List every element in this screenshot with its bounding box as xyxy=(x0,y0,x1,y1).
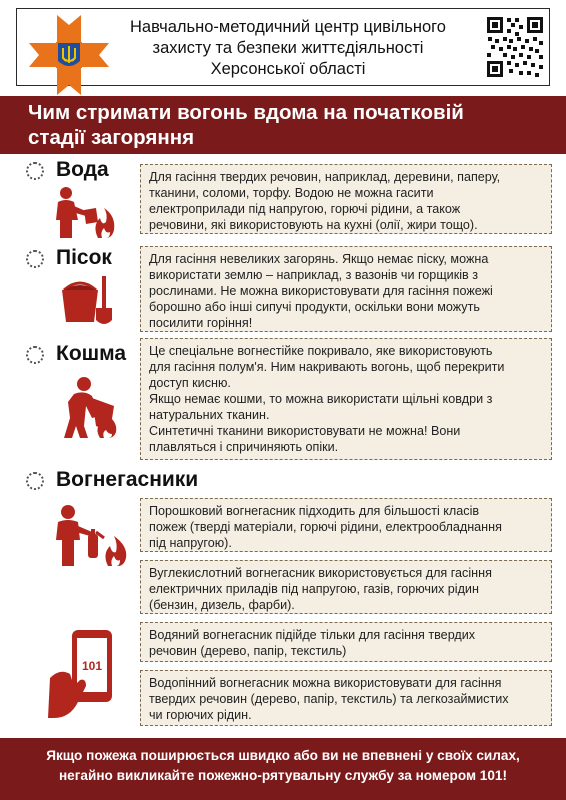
info-line: Це спеціальне вогнестійке покривало, яке використовують xyxy=(149,344,493,358)
dsns-emblem-icon xyxy=(19,11,119,105)
qr-code-icon[interactable] xyxy=(485,15,545,79)
info-line: для гасіння полум'я. Ним накривають вогонь, щоб перекрити xyxy=(149,360,505,374)
info-box-koshma xyxy=(140,338,552,460)
footer-line: негайно викликайте пожежно-рятувальну службу за номером 101! xyxy=(58,768,508,783)
sand-bucket-shovel-icon xyxy=(58,272,116,328)
info-box-co2-extinguisher xyxy=(140,560,552,614)
org-title xyxy=(123,17,453,80)
info-line: Вуглекислотний вогнегасник використовується для гасіння xyxy=(149,566,492,580)
info-line: речовини, які використовують на кухні (олії, жири тощо). xyxy=(149,218,478,232)
info-line: речовин (дерево, папір, текстиль) xyxy=(149,644,347,658)
info-box-sand xyxy=(140,246,552,332)
info-line: натуральних тканин. xyxy=(149,408,270,422)
footer-warning xyxy=(0,738,566,800)
info-line: використати землю – наприклад, з вазонів чи горщиків з xyxy=(149,268,478,282)
page-title xyxy=(0,96,566,154)
info-line: Синтетичні тканини використовувати не можна! Вони xyxy=(149,424,461,438)
info-line: пожеж (тверді матеріали, горючі рідини, електрообладнання xyxy=(149,520,502,534)
info-line: Водяний вогнегасник підійде тільки для гасіння твердих xyxy=(149,628,476,642)
info-box-foam-extinguisher xyxy=(140,670,552,726)
bullet-circle xyxy=(26,162,44,180)
info-line: борошно або інші сипучі продукти, оскільки вони можуть xyxy=(149,300,480,314)
info-line: посилити горіння! xyxy=(149,316,253,330)
info-line: Для гасіння невеликих загорянь. Якщо немає піску, можна xyxy=(149,252,489,266)
info-line: чи горючих рідин. xyxy=(149,708,252,722)
section-label-extinguishers: Вогнегасники xyxy=(56,468,199,491)
info-line: рослинами. Не можна використовувати для гасіння пожежі xyxy=(149,284,493,298)
bullet-circle xyxy=(26,472,44,490)
info-line: Водопінний вогнегасник можна використовувати для гасіння xyxy=(149,676,502,690)
info-box-powder-extinguisher xyxy=(140,498,552,552)
info-line: електричних приладів під напругою, газів, горючих рідин xyxy=(149,582,479,596)
bullet-circle xyxy=(26,346,44,364)
bullet-circle xyxy=(26,250,44,268)
page-title-line: стадії загоряння xyxy=(28,126,195,149)
section-label-sand: Пісок xyxy=(56,246,112,269)
info-line: Для гасіння твердих речовин, наприклад, деревини, паперу, xyxy=(149,170,501,184)
phone-number: 101 xyxy=(81,659,103,673)
info-line: доступ кисню. xyxy=(149,376,231,390)
hand-phone-icon xyxy=(46,622,126,722)
person-blanket-fire-icon xyxy=(56,376,126,440)
page-title-line: Чим стримати вогонь вдома на початковій xyxy=(28,101,464,124)
person-water-bucket-fire-icon xyxy=(48,186,118,242)
info-box-water-extinguisher xyxy=(140,622,552,662)
person-extinguisher-fire-icon xyxy=(50,504,132,568)
org-title-line: Херсонської області xyxy=(210,60,366,78)
section-label-water: Вода xyxy=(56,158,109,181)
info-line: (бензин, дизель, фарби). xyxy=(149,598,295,612)
info-line: Порошковий вогнегасник підходить для більшості класів xyxy=(149,504,480,518)
info-line: Якщо немає кошми, то можна використати щільні ковдри з xyxy=(149,392,493,406)
info-line: твердих речовин (дерево, папір, текстиль) та легкозаймистих xyxy=(149,692,509,706)
header-box xyxy=(16,8,550,86)
org-title-line: Навчально-методичний центр цивільного xyxy=(130,18,446,36)
info-box-water xyxy=(140,164,552,234)
section-label-koshma: Кошма xyxy=(56,342,127,365)
info-line: електроприлади під напругою, горючі рідини, а також xyxy=(149,202,461,216)
info-line: тканини, соломи, торфу. Водою не можна гасити xyxy=(149,186,434,200)
info-line: під напругою). xyxy=(149,536,232,550)
info-line: плавляться і спричиняють опіки. xyxy=(149,440,339,454)
footer-line: Якщо пожежа поширюється швидко або ви не впевнені у своїх силах, xyxy=(46,748,520,763)
org-title-line: захисту та безпеки життєдіяльності xyxy=(152,39,424,57)
